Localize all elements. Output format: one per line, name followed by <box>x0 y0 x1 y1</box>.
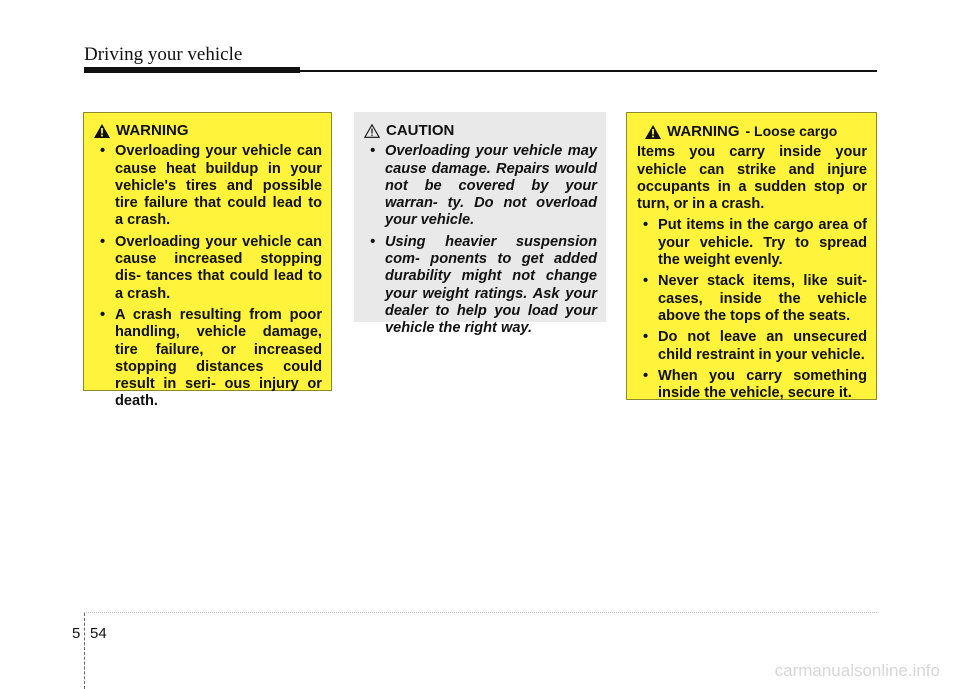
list-item: • Do not leave an unsecured child restraint in your vehicle. <box>637 329 867 364</box>
warning-subtitle: - Loose cargo <box>745 123 838 139</box>
watermark-text: carmanualsonline.info <box>774 661 940 680</box>
caution-title <box>364 122 597 139</box>
warning-triangle-icon <box>94 124 110 138</box>
caution-title-text: CAUTION <box>386 122 455 139</box>
warning-right-list <box>637 217 867 402</box>
caution-triangle-icon <box>364 124 380 138</box>
warning-box-overloading <box>83 112 332 410</box>
list-item: • When you carry something inside the vehicle, secure it. <box>637 368 867 403</box>
footer-divider <box>84 612 877 613</box>
list-item: • Never stack items, like suit- cases, inside the vehicle above the tops of the seats. <box>637 273 867 325</box>
caution-box-overloading <box>354 112 606 337</box>
list-item: • Overloading your vehicle can cause increased stopping dis- tances that could lead to a crash. <box>94 234 322 303</box>
warning-triangle-icon <box>645 125 661 139</box>
warning-left-list <box>94 143 322 410</box>
warning-intro: Items you carry inside your vehicle can strike and injure occupants in a sudden stop or turn, or in a crash. <box>637 144 867 213</box>
list-item: • Overloading your vehicle can cause heat buildup in your vehicle's tires and possible tire failure that could lead to a crash. <box>94 143 322 229</box>
footer-vertical-divider <box>84 613 85 689</box>
list-item: • Put items in the cargo area of your vehicle. Try to spread the weight evenly. <box>637 217 867 269</box>
page-number: 54 <box>90 625 107 642</box>
warning-title-text: WARNING <box>116 122 189 139</box>
list-item: • Overloading your vehicle may cause damage. Repairs would not be covered by your warran- ty. Do not overload your vehicle. <box>364 143 597 229</box>
caution-list <box>364 143 597 337</box>
list-item: • A crash resulting from poor handling, vehicle damage, tire failure, or increased stopping distances could result in seri- ous injury or death. <box>94 307 322 411</box>
warning-box-loose-cargo <box>626 112 877 400</box>
list-item: • Using heavier suspension com- ponents to get added durability might not change your weight ratings. Ask your dealer to help you load your vehicle the right way. <box>364 234 597 338</box>
header-rule-thin <box>84 70 877 72</box>
warning-title <box>94 122 322 139</box>
warning-title <box>637 123 867 140</box>
warning-title-text: WARNING <box>667 123 740 140</box>
chapter-number: 5 <box>72 625 81 642</box>
page-header-title: Driving your vehicle <box>84 44 243 65</box>
